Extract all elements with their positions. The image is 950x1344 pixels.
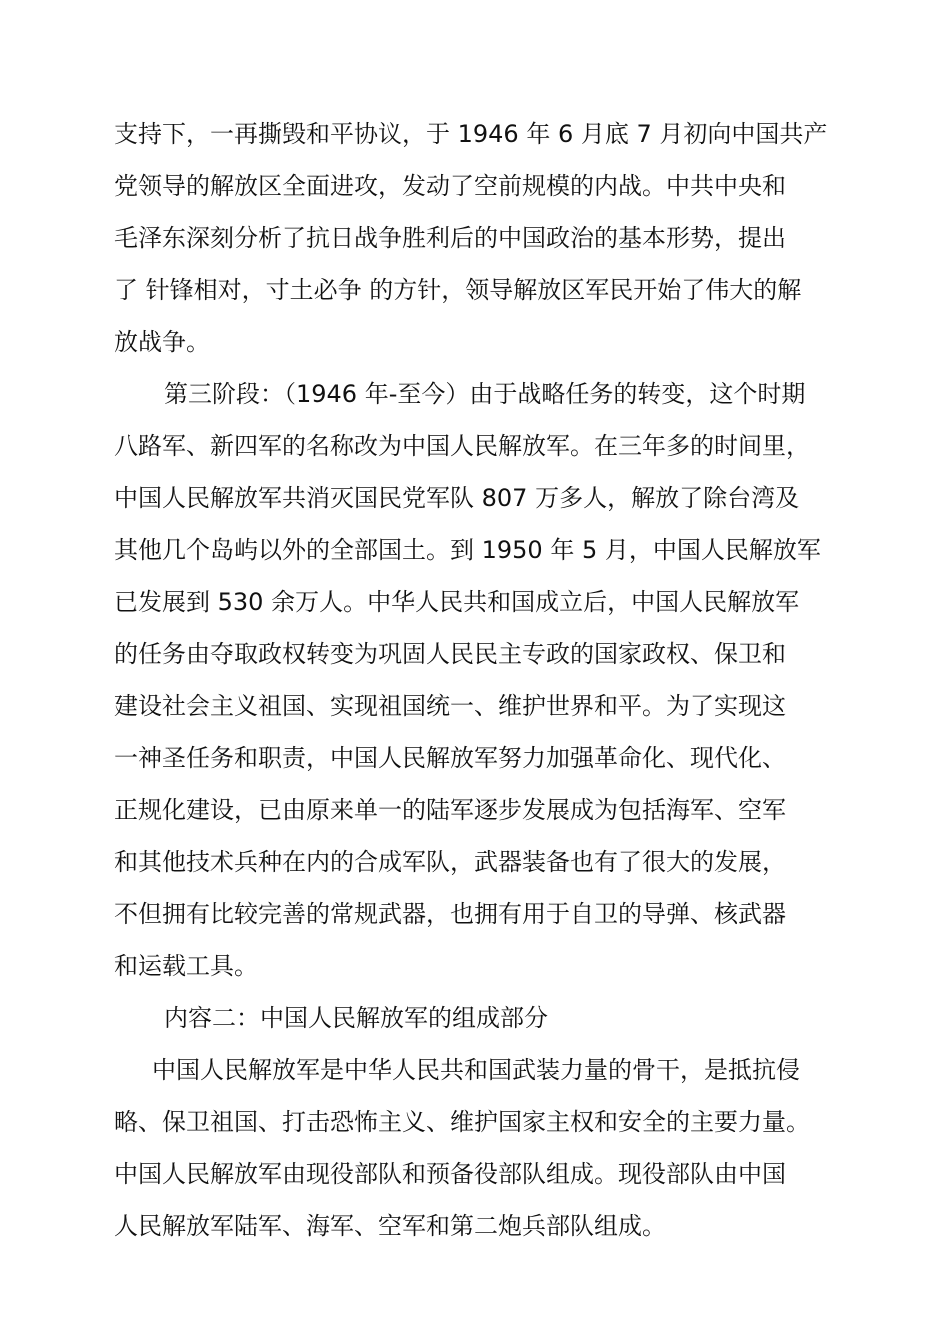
text-line: 党领导的解放区全面进攻，发动了空前规模的内战。中共中央和	[114, 172, 786, 200]
text-line: 一神圣任务和职责，中国人民解放军努力加强革命化、现代化、	[114, 744, 786, 772]
text-line: 已发展到 530 余万人。中华人民共和国成立后，中国人民解放军	[114, 588, 800, 616]
text-line: 放战争。	[114, 328, 210, 356]
text-line: 支持下，一再撕毁和平协议，于 1946 年 6 月底 7 月初向中国共产	[114, 120, 828, 148]
text-line: 八路军、新四军的名称改为中国人民解放军。在三年多的时间里，	[114, 432, 810, 460]
text-line: 了 针锋相对，寸土必争 的方针，领导解放区军民开始了伟大的解	[114, 276, 802, 304]
section-heading: 内容二：中国人民解放军的组成部分	[164, 1004, 548, 1032]
paragraph-start-line: 中国人民解放军是中华人民共和国武装力量的骨干，是抵抗侵	[152, 1056, 800, 1084]
text-line: 中国人民解放军由现役部队和预备役部队组成。现役部队由中国	[114, 1160, 786, 1188]
text-line: 正规化建设，已由原来单一的陆军逐步发展成为包括海军、空军	[114, 796, 786, 824]
text-line: 和运载工具。	[114, 952, 258, 980]
text-line: 不但拥有比较完善的常规武器，也拥有用于自卫的导弹、核武器	[114, 900, 786, 928]
text-line: 毛泽东深刻分析了抗日战争胜利后的中国政治的基本形势，提出	[114, 224, 786, 252]
text-line: 其他几个岛屿以外的全部国土。到 1950 年 5 月，中国人民解放军	[114, 536, 821, 564]
text-line: 中国人民解放军共消灭国民党军队 807 万多人，解放了除台湾及	[114, 484, 800, 512]
text-line: 建设社会主义祖国、实现祖国统一、维护世界和平。为了实现这	[114, 692, 786, 720]
text-line: 略、保卫祖国、打击恐怖主义、维护国家主权和安全的主要力量。	[114, 1108, 810, 1136]
body-text	[114, 108, 844, 1252]
text-line: 和其他技术兵种在内的合成军队，武器装备也有了很大的发展，	[114, 848, 786, 876]
paragraph-start-line: 第三阶段：（1946 年-至今）由于战略任务的转变，这个时期	[164, 380, 806, 408]
text-line: 人民解放军陆军、海军、空军和第二炮兵部队组成。	[114, 1212, 666, 1240]
text-line: 的任务由夺取政权转变为巩固人民民主专政的国家政权、保卫和	[114, 640, 786, 668]
